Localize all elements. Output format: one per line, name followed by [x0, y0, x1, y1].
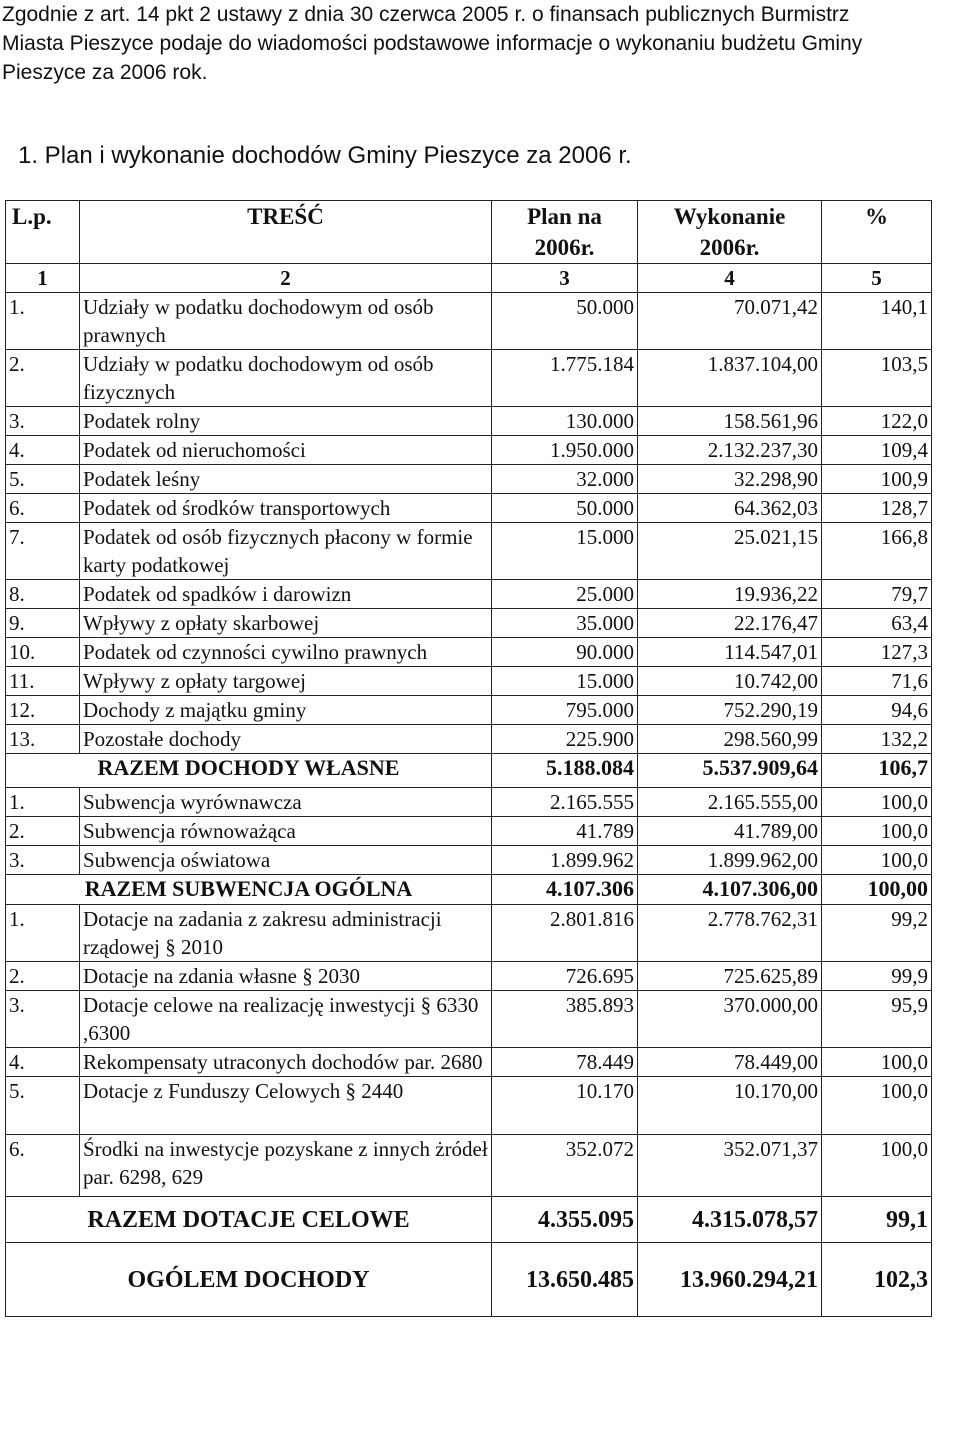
row-number: 3.	[6, 846, 80, 875]
row-plan: 15.000	[492, 523, 638, 580]
row-number: 12.	[6, 696, 80, 725]
row-exec: 370.000,00	[638, 991, 822, 1048]
table-row	[6, 638, 932, 667]
row-percent: 71,6	[822, 667, 932, 696]
table-row	[6, 407, 932, 436]
row-percent: 103,5	[822, 350, 932, 407]
row-name: Subwencja wyrównawcza	[80, 788, 492, 817]
table-row	[6, 962, 932, 991]
row-name: Dotacje na zdania własne § 2030	[80, 962, 492, 991]
row-percent: 128,7	[822, 494, 932, 523]
total-exec: 4.315.078,57	[638, 1197, 822, 1243]
row-percent: 100,0	[822, 817, 932, 846]
total-row	[6, 1197, 932, 1243]
column-number: 5	[822, 264, 932, 293]
row-exec: 352.071,37	[638, 1135, 822, 1197]
intro-line: Zgodnie z art. 14 pkt 2 ustawy z dnia 30 czerwca 2005 r. o finansach publicznych Burmistrz	[2, 3, 850, 26]
row-name: Podatek leśny	[80, 465, 492, 494]
row-percent: 132,2	[822, 725, 932, 754]
table-row	[6, 725, 932, 754]
row-exec: 1.837.104,00	[638, 350, 822, 407]
row-plan: 35.000	[492, 609, 638, 638]
total-exec: 4.107.306,00	[638, 875, 822, 905]
row-plan: 795.000	[492, 696, 638, 725]
row-exec: 19.936,22	[638, 580, 822, 609]
row-name: Podatek od osób fizycznych płacony w formie karty podatkowej	[80, 523, 492, 580]
row-number: 2.	[6, 350, 80, 407]
section-heading: 1. Plan i wykonanie dochodów Gminy Pieszyce za 2006 r.	[18, 142, 632, 169]
column-number: 3	[492, 264, 638, 293]
column-number: 2	[80, 264, 492, 293]
row-plan: 90.000	[492, 638, 638, 667]
row-percent: 127,3	[822, 638, 932, 667]
row-number: 1.	[6, 293, 80, 350]
table-row	[6, 667, 932, 696]
row-percent: 166,8	[822, 523, 932, 580]
row-exec: 725.625,89	[638, 962, 822, 991]
table-row	[6, 696, 932, 725]
total-percent: 106,7	[822, 754, 932, 788]
row-name: Wpływy z opłaty targowej	[80, 667, 492, 696]
row-exec: 10.742,00	[638, 667, 822, 696]
total-plan: 4.355.095	[492, 1197, 638, 1243]
table-row	[6, 494, 932, 523]
total-label: OGÓLEM DOCHODY	[6, 1243, 492, 1317]
row-name: Podatek od spadków i darowizn	[80, 580, 492, 609]
row-plan: 352.072	[492, 1135, 638, 1197]
row-number: 4.	[6, 1048, 80, 1077]
row-percent: 140,1	[822, 293, 932, 350]
row-number: 10.	[6, 638, 80, 667]
row-exec: 752.290,19	[638, 696, 822, 725]
row-name: Dotacje celowe na realizację inwestycji § 6330 ,6300	[80, 991, 492, 1048]
row-number: 4.	[6, 436, 80, 465]
header-pct: %	[822, 201, 932, 264]
row-exec: 2.165.555,00	[638, 788, 822, 817]
row-name: Udziały w podatku dochodowym od osób fizycznych	[80, 350, 492, 407]
row-number: 7.	[6, 523, 80, 580]
row-number: 9.	[6, 609, 80, 638]
table-row	[6, 465, 932, 494]
total-exec: 5.537.909,64	[638, 754, 822, 788]
table-row	[6, 846, 932, 875]
row-plan: 50.000	[492, 293, 638, 350]
row-number: 11.	[6, 667, 80, 696]
row-number: 1.	[6, 788, 80, 817]
row-number: 2.	[6, 817, 80, 846]
row-plan: 1.775.184	[492, 350, 638, 407]
row-name: Podatek rolny	[80, 407, 492, 436]
header-exec: Wykonanie 2006r.	[638, 201, 822, 264]
total-row	[6, 754, 932, 788]
total-plan: 4.107.306	[492, 875, 638, 905]
row-name: Pozostałe dochody	[80, 725, 492, 754]
row-exec: 64.362,03	[638, 494, 822, 523]
total-label: RAZEM DOTACJE CELOWE	[6, 1197, 492, 1243]
header-name: TREŚĆ	[80, 201, 492, 264]
row-exec: 32.298,90	[638, 465, 822, 494]
table-row	[6, 1048, 932, 1077]
row-name: Rekompensaty utraconych dochodów par. 2680	[80, 1048, 492, 1077]
row-number: 6.	[6, 494, 80, 523]
row-name: Dotacje z Funduszy Celowych § 2440	[80, 1077, 492, 1135]
table-row	[6, 436, 932, 465]
table-row	[6, 1077, 932, 1135]
row-name: Środki na inwestycje pozyskane z innych żródeł par. 6298, 629	[80, 1135, 492, 1197]
row-percent: 100,9	[822, 465, 932, 494]
intro-line: Miasta Pieszyce podaje do wiadomości podstawowe informacje o wykonaniu budżetu Gminy	[2, 32, 863, 55]
table-header-row	[6, 201, 932, 264]
row-exec: 78.449,00	[638, 1048, 822, 1077]
row-number: 5.	[6, 465, 80, 494]
row-plan: 1.950.000	[492, 436, 638, 465]
total-plan: 5.188.084	[492, 754, 638, 788]
row-plan: 2.165.555	[492, 788, 638, 817]
row-exec: 1.899.962,00	[638, 846, 822, 875]
table-row	[6, 905, 932, 962]
income-table	[5, 200, 932, 1317]
row-percent: 94,6	[822, 696, 932, 725]
row-percent: 99,9	[822, 962, 932, 991]
header-plan: Plan na 2006r.	[492, 201, 638, 264]
column-number: 4	[638, 264, 822, 293]
row-plan: 10.170	[492, 1077, 638, 1135]
row-plan: 25.000	[492, 580, 638, 609]
table-row	[6, 580, 932, 609]
total-row	[6, 1243, 932, 1317]
intro-line: Pieszyce za 2006 rok.	[2, 61, 208, 84]
column-number-row	[6, 264, 932, 293]
total-percent: 100,00	[822, 875, 932, 905]
header-lp: L.p.	[6, 201, 80, 264]
row-name: Dochody z majątku gminy	[80, 696, 492, 725]
row-name: Podatek od środków transportowych	[80, 494, 492, 523]
row-number: 8.	[6, 580, 80, 609]
row-exec: 114.547,01	[638, 638, 822, 667]
row-exec: 25.021,15	[638, 523, 822, 580]
row-name: Dotacje na zadania z zakresu administracji rządowej § 2010	[80, 905, 492, 962]
row-percent: 100,0	[822, 1135, 932, 1197]
table-row	[6, 350, 932, 407]
table-row	[6, 817, 932, 846]
total-label: RAZEM SUBWENCJA OGÓLNA	[6, 875, 492, 905]
row-percent: 95,9	[822, 991, 932, 1048]
row-percent: 79,7	[822, 580, 932, 609]
row-plan: 32.000	[492, 465, 638, 494]
row-name: Udziały w podatku dochodowym od osób prawnych	[80, 293, 492, 350]
row-plan: 2.801.816	[492, 905, 638, 962]
row-name: Subwencja równoważąca	[80, 817, 492, 846]
row-percent: 100,0	[822, 1077, 932, 1135]
table-row	[6, 609, 932, 638]
total-percent: 99,1	[822, 1197, 932, 1243]
total-label: RAZEM DOCHODY WŁASNE	[6, 754, 492, 788]
row-exec: 298.560,99	[638, 725, 822, 754]
row-name: Subwencja oświatowa	[80, 846, 492, 875]
row-number: 13.	[6, 725, 80, 754]
table-row	[6, 788, 932, 817]
row-number: 1.	[6, 905, 80, 962]
total-exec: 13.960.294,21	[638, 1243, 822, 1317]
row-number: 3.	[6, 991, 80, 1048]
row-plan: 225.900	[492, 725, 638, 754]
row-name: Podatek od nieruchomości	[80, 436, 492, 465]
row-percent: 100,0	[822, 846, 932, 875]
row-percent: 100,0	[822, 1048, 932, 1077]
total-plan: 13.650.485	[492, 1243, 638, 1317]
row-number: 3.	[6, 407, 80, 436]
row-percent: 122,0	[822, 407, 932, 436]
row-exec: 10.170,00	[638, 1077, 822, 1135]
row-percent: 109,4	[822, 436, 932, 465]
row-plan: 726.695	[492, 962, 638, 991]
table-row	[6, 1135, 932, 1197]
table-row	[6, 523, 932, 580]
row-number: 5.	[6, 1077, 80, 1135]
row-number: 2.	[6, 962, 80, 991]
row-exec: 70.071,42	[638, 293, 822, 350]
row-plan: 50.000	[492, 494, 638, 523]
row-number: 6.	[6, 1135, 80, 1197]
total-percent: 102,3	[822, 1243, 932, 1317]
row-plan: 78.449	[492, 1048, 638, 1077]
table-row	[6, 293, 932, 350]
row-exec: 2.778.762,31	[638, 905, 822, 962]
row-plan: 15.000	[492, 667, 638, 696]
row-exec: 22.176,47	[638, 609, 822, 638]
row-exec: 158.561,96	[638, 407, 822, 436]
row-percent: 63,4	[822, 609, 932, 638]
row-plan: 41.789	[492, 817, 638, 846]
total-row	[6, 875, 932, 905]
row-name: Wpływy z opłaty skarbowej	[80, 609, 492, 638]
row-percent: 100,0	[822, 788, 932, 817]
row-percent: 99,2	[822, 905, 932, 962]
intro-paragraph	[2, 0, 957, 87]
row-name: Podatek od czynności cywilno prawnych	[80, 638, 492, 667]
row-exec: 2.132.237,30	[638, 436, 822, 465]
row-plan: 385.893	[492, 991, 638, 1048]
row-plan: 1.899.962	[492, 846, 638, 875]
row-plan: 130.000	[492, 407, 638, 436]
table-row	[6, 991, 932, 1048]
row-exec: 41.789,00	[638, 817, 822, 846]
column-number: 1	[6, 264, 80, 293]
